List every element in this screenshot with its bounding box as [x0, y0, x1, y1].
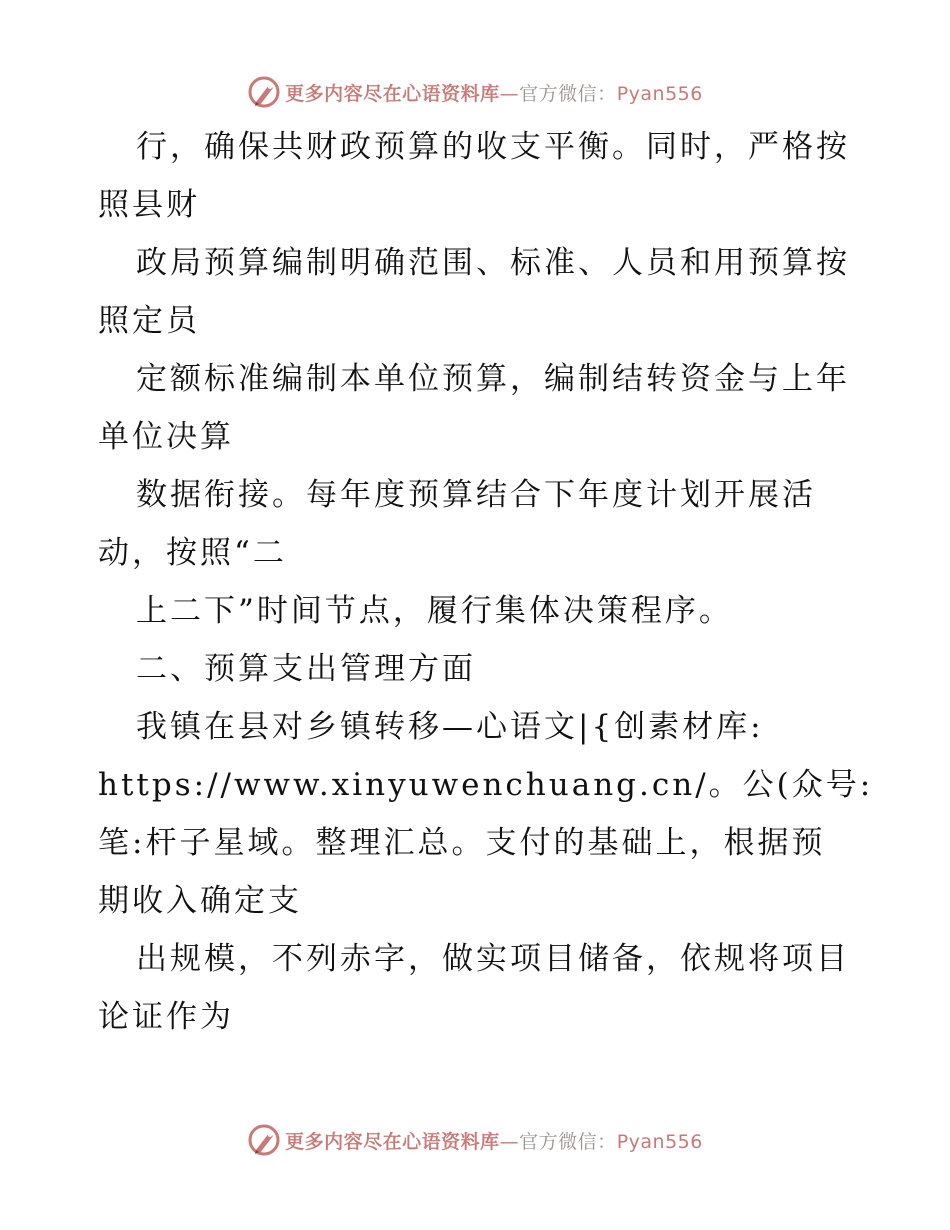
body-line: https://www.xinyuwenchuang.cn/。公(众号: — [98, 767, 874, 803]
body-line: 定额标准编制本单位预算，编制结转资金与上年 — [136, 361, 850, 397]
pen-logo-icon — [247, 1123, 281, 1157]
body-line: 政局预算编制明确范围、标准、人员和用预算按 — [136, 245, 850, 281]
body-line: 期收入确定支 — [98, 883, 302, 919]
pen-logo-icon — [247, 75, 281, 109]
watermark-separator: — — [499, 1130, 520, 1153]
body-line: 数据衔接。每年度预算结合下年度计划开展活 — [136, 477, 816, 513]
body-line: 动，按照“二 — [98, 535, 287, 571]
section-heading: 二、预算支出管理方面 — [136, 651, 476, 687]
footer-watermark — [0, 1118, 950, 1162]
watermark-label: 官方微信： — [519, 82, 617, 105]
watermark-separator: — — [499, 82, 520, 105]
header-watermark — [0, 70, 950, 114]
watermark-brand: 更多内容尽在心语资料库 — [285, 82, 500, 105]
body-line: 笔:杆子星域。整理汇总。支付的基础上，根据预 — [98, 825, 826, 861]
watermark-wechat-id: Pyan556 — [616, 82, 703, 105]
body-line: 照定员 — [98, 303, 200, 339]
body-line: 单位决算 — [98, 419, 234, 455]
body-line: 照县财 — [98, 187, 200, 223]
body-line: 出规模，不列赤字，做实项目储备，依规将项目 — [136, 941, 850, 977]
body-line: 上二下”时间节点，履行集体决策程序。 — [136, 593, 733, 629]
body-line: 我镇在县对乡镇转移—心语文|{创素材库: — [136, 709, 764, 745]
watermark-brand: 更多内容尽在心语资料库 — [285, 1130, 500, 1153]
body-line: 行，确保共财政预算的收支平衡。同时，严格按 — [136, 129, 850, 165]
watermark-wechat-id: Pyan556 — [616, 1130, 703, 1153]
watermark-label: 官方微信： — [519, 1130, 617, 1153]
watermark-text — [285, 1127, 703, 1154]
body-line: 论证作为 — [98, 999, 234, 1035]
watermark-text — [285, 79, 703, 106]
document-body — [98, 118, 878, 1046]
